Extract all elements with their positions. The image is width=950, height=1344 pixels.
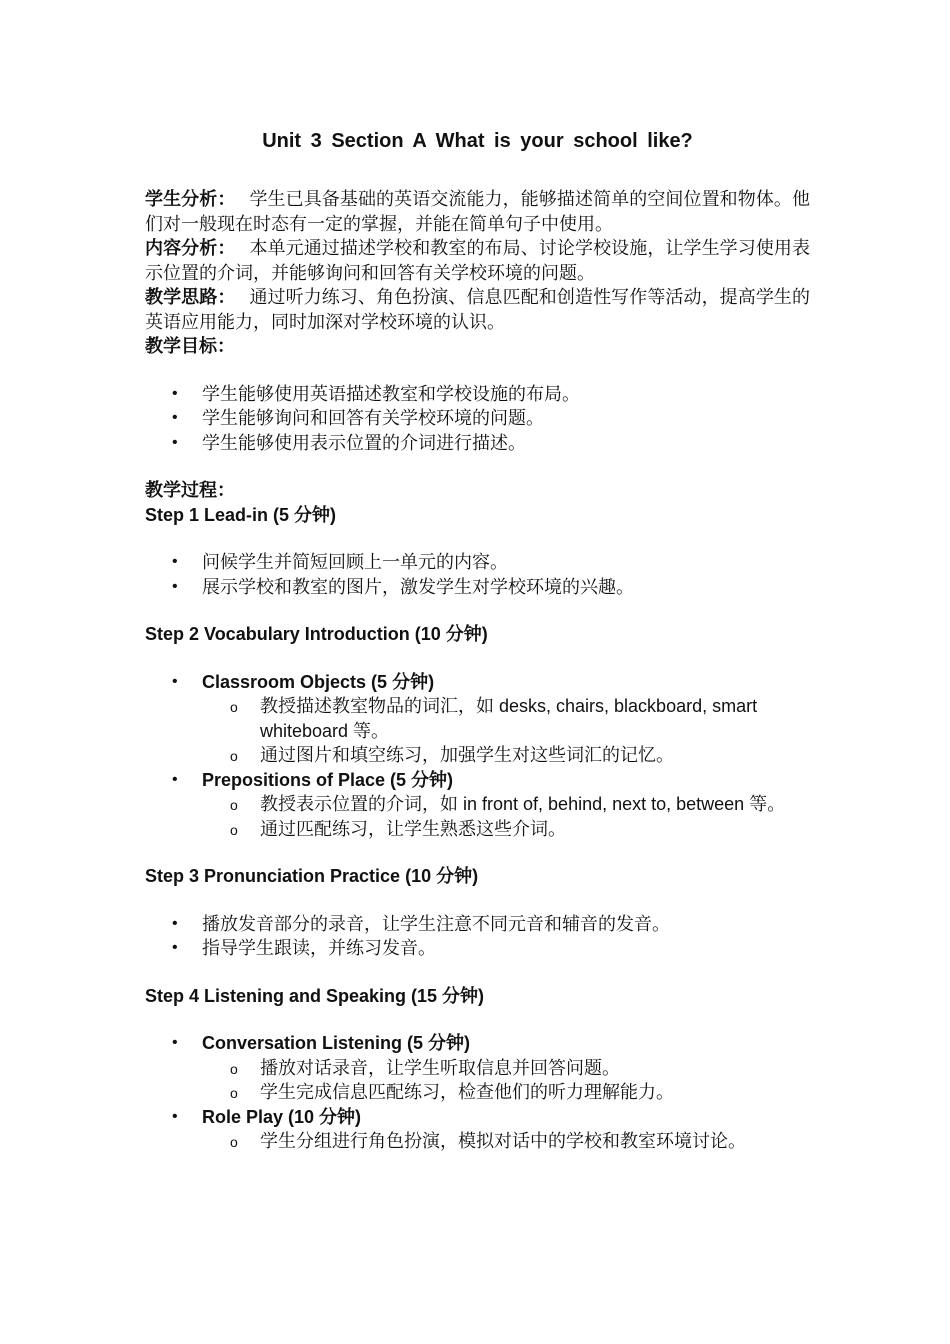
spacer: [145, 599, 810, 622]
sub-list-item: o 通过图片和填空练习，加强学生对这些词汇的记忆。: [145, 743, 810, 768]
list-item: • Prepositions of Place (5 分钟) o 教授表示位置的介词，如 in front of, behind, next to, between 等。 o 通过匹配练习，让学生熟悉这些介词。: [145, 768, 810, 842]
process-heading: 教学过程：: [145, 480, 235, 500]
list-item: • 问候学生并简短回顾上一单元的内容。: [145, 550, 810, 575]
spacer: [145, 841, 810, 864]
list-item: • 指导学生跟读，并练习发音。: [145, 936, 810, 961]
bullet-icon: •: [172, 409, 178, 426]
bullet-icon: •: [172, 1034, 178, 1051]
circle-bullet-icon: o: [230, 748, 238, 764]
sub-list: [202, 1056, 810, 1105]
spacer: [145, 647, 810, 670]
sub-list-item: o 教授描述教室物品的词汇，如 desks, chairs, blackboard, smart whiteboard 等。: [230, 696, 758, 741]
bullet-icon: •: [172, 1107, 178, 1125]
step-2-list: [145, 670, 810, 842]
list-item: • 展示学校和教室的图片，激发学生对学校环境的兴趣。: [145, 575, 810, 600]
document-page: [145, 128, 810, 1154]
spacer: [145, 527, 810, 550]
bullet-icon: •: [172, 914, 178, 932]
spacer: [145, 455, 810, 478]
sub-list-item: o 教授表示位置的介词，如 in front of, behind, next to, between 等。: [145, 792, 810, 817]
circle-bullet-icon: o: [230, 1060, 238, 1077]
teaching-approach-label: 教学思路：: [145, 287, 236, 307]
document-title: Unit 3 Section A What is your school like?: [262, 130, 693, 152]
sub-list: [202, 1129, 810, 1154]
content-analysis: [145, 236, 810, 285]
bullet-icon: •: [172, 770, 178, 788]
bullet-icon: •: [172, 433, 178, 451]
sub-list-item: o 播放对话录音，让学生听取信息并回答问题。: [145, 1056, 810, 1081]
step-1-list: [145, 550, 810, 599]
list-item: • 学生能够使用表示位置的介词进行描述。: [145, 431, 810, 456]
bullet-icon: •: [172, 577, 178, 595]
step-4-list: [145, 1031, 810, 1154]
spacer: [145, 961, 810, 984]
sub-list-item: o 学生分组进行角色扮演，模拟对话中的学校和教室环境讨论。: [145, 1129, 810, 1154]
list-item: • 学生能够询问和回答有关学校环境的问题。: [145, 406, 810, 431]
list-item: • Classroom Objects (5 分钟) o 教授描述教室物品的词汇，如 desks, chairs, blackboard, smart whiteboard 等。 o 通过图片和填空练习，加强学生对这些词汇的记忆。: [145, 670, 810, 768]
bullet-icon: •: [172, 553, 178, 570]
objectives-heading: 教学目标：: [145, 336, 235, 356]
circle-bullet-icon: o: [230, 699, 238, 715]
bullet-icon: •: [172, 384, 178, 402]
sub-list: [202, 792, 810, 841]
spacer: [145, 889, 810, 912]
student-analysis: [145, 187, 810, 236]
spacer: [145, 1008, 810, 1031]
step-3-list: [145, 912, 810, 961]
list-item: • Conversation Listening (5 分钟) o 播放对话录音，让学生听取信息并回答问题。 o 学生完成信息匹配练习，检查他们的听力理解能力。: [145, 1031, 810, 1105]
content-analysis-label: 内容分析：: [145, 238, 236, 258]
step-1-title: Step 1 Lead-in (5 分钟): [145, 504, 337, 525]
sub-list: [202, 694, 810, 768]
student-analysis-label: 学生分析：: [145, 189, 236, 209]
spacer: [145, 359, 810, 382]
circle-bullet-icon: o: [230, 797, 238, 813]
list-item: • 播放发音部分的录音，让学生注意不同元音和辅音的发音。: [145, 912, 810, 937]
bullet-icon: •: [172, 939, 178, 956]
list-item: • 学生能够使用英语描述教室和学校设施的布局。: [145, 382, 810, 407]
circle-bullet-icon: o: [230, 1085, 238, 1101]
step-4-title: Step 4 Listening and Speaking (15 分钟): [145, 985, 485, 1006]
objectives-list: [145, 382, 810, 456]
step-2-title: Step 2 Vocabulary Introduction (10 分钟): [145, 624, 488, 644]
bullet-icon: •: [172, 672, 178, 690]
step-3-title: Step 3 Pronunciation Practice (10 分钟): [145, 866, 479, 886]
teaching-approach: [145, 285, 810, 334]
circle-bullet-icon: o: [230, 1134, 238, 1150]
sub-list-item: o 学生完成信息匹配练习，检查他们的听力理解能力。: [145, 1080, 810, 1105]
student-analysis-text: 学生已具备基础的英语交流能力，能够描述简单的空间位置和物体。他们对一般现在时态有一定的掌握，并能在简单句子中使用。: [145, 189, 811, 234]
list-item: • Role Play (10 分钟) o 学生分组进行角色扮演，模拟对话中的学校和教室环境讨论。: [145, 1105, 810, 1154]
sub-list-item: o 通过匹配练习，让学生熟悉这些介词。: [145, 817, 810, 842]
teaching-approach-text: 通过听力练习、角色扮演、信息匹配和创造性写作等活动，提高学生的英语应用能力，同时加深对学校环境的认识。: [145, 287, 811, 332]
circle-bullet-icon: o: [230, 821, 238, 838]
content-analysis-text: 本单元通过描述学校和教室的布局、讨论学校设施，让学生学习使用表示位置的介词，并能够询问和回答有关学校环境的问题。: [145, 238, 811, 283]
